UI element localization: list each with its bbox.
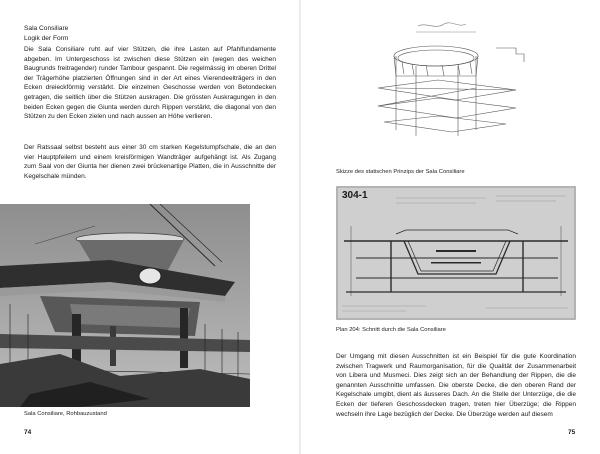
plan-number-label: 304-1	[342, 190, 368, 201]
page-number-right: 75	[568, 429, 576, 436]
plan-caption: Plan 204: Schnitt durch die Sala Consiliare	[336, 327, 446, 333]
body-paragraph-2: Der Ratssaal selbst besteht aus einer 30 cm starken Kegelstumpfschale, die an den vier Hauptpfeilern und einem kreisförmigen Wandträger aufgehängt ist. Als Zugang zum Saal von der Giunta her dienen zwei brückenartige Platten, die in Ausschnitte der Kegelschale münden.	[24, 144, 276, 180]
book-gutter	[299, 0, 301, 454]
construction-photo	[0, 204, 250, 407]
section-subheading: Logik der Form	[24, 35, 69, 42]
sketch-caption: Skizze des statischen Prinzips der Sala Consiliare	[336, 169, 465, 175]
section-heading: Sala Consiliare	[24, 25, 69, 32]
photo-caption: Sala Consiliare, Rohbauzustand	[24, 411, 107, 417]
section-plan	[336, 186, 576, 320]
body-paragraph-1: Die Sala Consiliare ruht auf vier Stützen, die ihre Lasten auf Pfahlfundamente abgeben. Im Untergeschoss ist zwischen diese Stützen ein (wegen des weichen Baugrunds freitragender) runder Tambour gespannt. Die regelmässig im oberen Drittel der Trägerhöhe platzierten Öffnungen sind in der Art eines Vierendeelträgers in den Ecken dreieckförmig verstärkt. Die einzelnen Geschosse werden von Betondecken getragen, die seitlich über die Stützen auskragen. Die grössten Auskragungen in den beiden Ecken gegen die Giunta werden durch Rippen verstärkt, die diagonal von den Stützen zu den Ecken zielen und nach aussen an Höhe verlieren.	[24, 46, 276, 121]
page-number-left: 74	[24, 429, 32, 436]
structural-sketch	[366, 18, 536, 160]
body-paragraph-right: Der Umgang mit diesen Ausschnitten ist ein Beispiel für die gute Koordination zwischen Tragwerk und Raumorganisation, für die Qualität der Zusammenarbeit von Libera und Musmeci. Dies zeigt sich an der Behandlung der Rippen, die die genannten Ausschnitte umfassen. Die oberste Decke, die den oberen Rand der Kegelschale umgibt, dient als äusseres Dach. An die Stelle der Unterzüge, die die Ecken der tieferen Geschossdecken tragen, treten hier Überzüge; die Rippen wechseln ihre Lage bezüglich der Decke. Die Überzüge werden auf diesem	[336, 353, 576, 418]
